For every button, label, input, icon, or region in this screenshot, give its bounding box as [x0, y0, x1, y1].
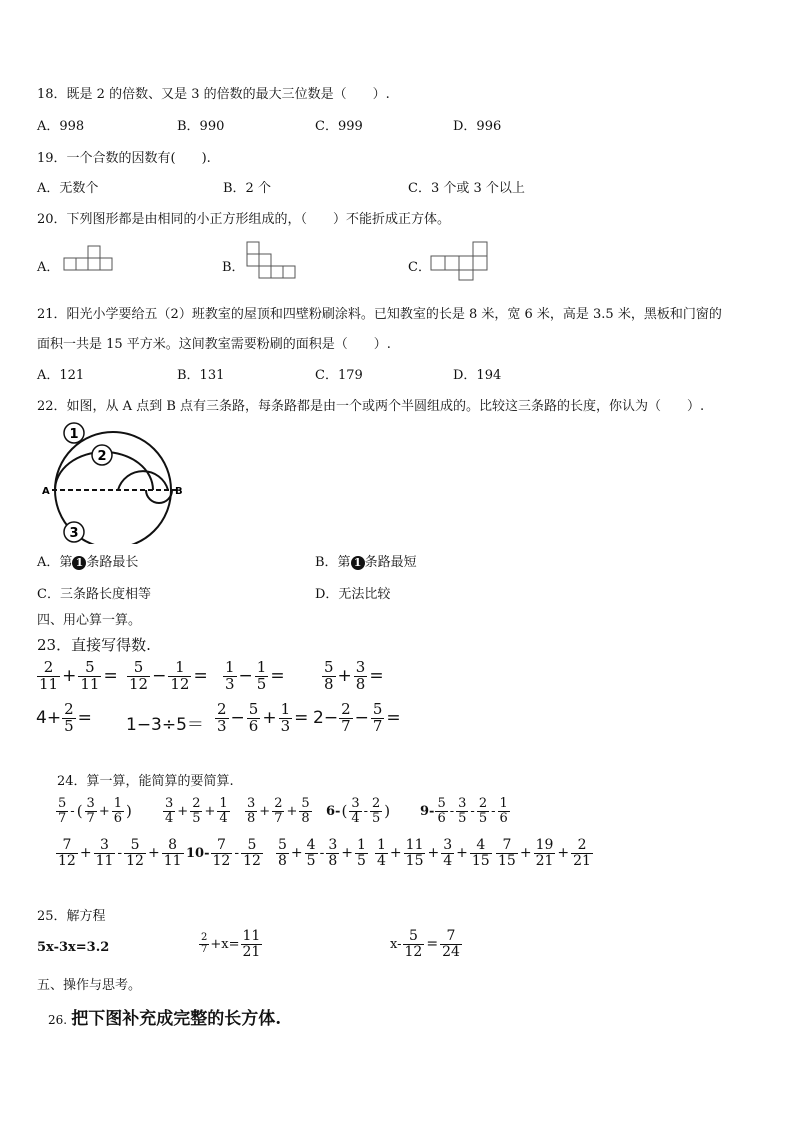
q22-point-a: A	[42, 486, 50, 497]
q21-option-a: A．121	[37, 368, 85, 383]
circled-number-1: 1	[72, 556, 86, 570]
q21-option-b: B．131	[177, 368, 225, 383]
q23-expr-6: 1−3÷5＝	[126, 715, 204, 735]
q18-option-a: A．998	[37, 119, 85, 134]
q20-net-a-figure	[63, 244, 118, 274]
q19-option-c: C．3 个或 3 个以上	[408, 181, 525, 196]
q20-option-a: A．	[37, 260, 60, 275]
q22-option-a: A．第 1 条路最长	[37, 555, 139, 570]
q23-title: 23．直接写得数.	[37, 636, 151, 654]
q25-title: 25．解方程	[37, 909, 106, 924]
q22-path-label-2: 2	[97, 449, 107, 464]
q22-point-b: B	[175, 486, 183, 497]
q22-path-label-1: 1	[69, 427, 79, 442]
q23-expr-4: $\frac{5}{8}$ + $\frac{3}{8}$ =	[324, 658, 384, 693]
q23-expr-3: $\frac{1}{3}$ − $\frac{1}{5}$ =	[225, 658, 285, 693]
q22-semicircle-paths-figure	[38, 422, 188, 544]
q23-expr-7: $\frac{2}{3}$ − $\frac{5}{6}$ + $\frac{1}{3}$ =	[217, 700, 309, 735]
section-4-title: 四、用心算一算。	[37, 613, 142, 628]
circled-number-1: 1	[351, 556, 365, 570]
q26-title: 把下图补充成完整的长方体.	[71, 1009, 282, 1029]
q19-option-a: A．无数个	[37, 181, 99, 196]
q18-option-b: B．990	[177, 119, 225, 134]
q24-expr-8: $\frac{5}{8}$ + $\frac{4}{5}$ - $\frac{3}{8}$ + $\frac{1}{5}$	[278, 837, 366, 869]
q19-stem: 19．一个合数的因数有( ).	[37, 151, 211, 166]
q24-expr-2: $\frac{3}{4}$ + $\frac{2}{5}$ + $\frac{1}{4}$	[165, 796, 228, 826]
q24-expr-3: $\frac{3}{8}$ + $\frac{2}{7}$ + $\frac{5}{8}$	[247, 796, 310, 826]
q26-number: 26.	[48, 1013, 68, 1027]
q22-option-b: B．第 1 条路最短	[315, 555, 417, 570]
q24-expr-9: $\frac{1}{4}$ + $\frac{11}{15}$ + $\frac{3}{4}$ + $\frac{4}{15}$	[377, 837, 490, 869]
q19-option-b: B．2 个	[223, 181, 271, 196]
q24-expr-10: $\frac{7}{15}$ + $\frac{19}{21}$ + $\frac{2}{21}$	[498, 837, 591, 869]
q24-expr-5: 9- $\frac{5}{6}$ - $\frac{3}{5}$ - $\frac{2}{5}$ - $\frac{1}{6}$	[420, 796, 508, 826]
q24-expr-4: 6- ( $\frac{3}{4}$ - $\frac{2}{5}$ )	[326, 796, 391, 826]
q23-expr-1: $\frac{2}{11}$ + $\frac{5}{11}$ =	[39, 658, 118, 693]
section-5-title: 五、操作与思考。	[37, 978, 142, 993]
q25-equation-2: $\frac{2}{7}$ +x= $\frac{11}{21}$	[201, 928, 261, 960]
q22-stem: 22．如图，从 A 点到 B 点有三条路，每条路都是由一个或两个半圆组成的。比较这三条路的长度，你认为（ ）.	[37, 399, 705, 414]
q20-net-b-figure	[246, 240, 301, 280]
q22-option-d: D．无法比较	[315, 587, 391, 602]
q21-stem-line2: 面积一共是 15 平方米。这间教室需要粉刷的面积是（ ）.	[37, 337, 391, 352]
q25-equation-1: 5x-3x=3.2	[37, 940, 110, 955]
q21-stem-line1: 21．阳光小学要给五（2）班教室的屋顶和四壁粉刷涂料。已知教室的长是 8 米，宽 6 米，高是 3.5 米，黑板和门窗的	[37, 307, 722, 322]
q23-expr-5: 4+ $\frac{2}{5}$ =	[36, 700, 92, 735]
q18-stem: 18．既是 2 的倍数、又是 3 的倍数的最大三位数是（ ）.	[37, 87, 390, 102]
q25-equation-3: x- $\frac{5}{12}$ = $\frac{7}{24}$	[390, 928, 460, 960]
q20-option-b: B．	[222, 260, 245, 275]
q20-stem: 20．下列图形都是由相同的小正方形组成的，（ ）不能折成正方体。	[37, 212, 451, 227]
q23-expr-8: 2− $\frac{2}{7}$ − $\frac{5}{7}$ =	[313, 700, 401, 735]
q20-net-c-figure	[430, 238, 495, 282]
q22-path-label-3: 3	[69, 526, 79, 541]
q22-option-c: C．三条路长度相等	[37, 587, 151, 602]
q24-expr-1: $\frac{5}{7}$ - ( $\frac{3}{7}$ + $\frac{1}{6}$ )	[58, 796, 132, 826]
q21-option-c: C．179	[315, 368, 363, 383]
q23-expr-2: $\frac{5}{12}$ − $\frac{1}{12}$ =	[129, 658, 208, 693]
q24-expr-7: 10- $\frac{7}{12}$ - $\frac{5}{12}$	[186, 837, 261, 869]
q18-option-d: D．996	[453, 119, 502, 134]
q24-expr-6: $\frac{7}{12}$ + $\frac{3}{11}$ - $\frac{5}{12}$ + $\frac{8}{11}$	[58, 837, 182, 869]
q18-option-c: C．999	[315, 119, 363, 134]
q20-option-c: C．	[408, 260, 431, 275]
q24-title: 24．算一算，能简算的要简算.	[57, 774, 234, 789]
q21-option-d: D．194	[453, 368, 502, 383]
q26-heading	[48, 1004, 281, 1029]
